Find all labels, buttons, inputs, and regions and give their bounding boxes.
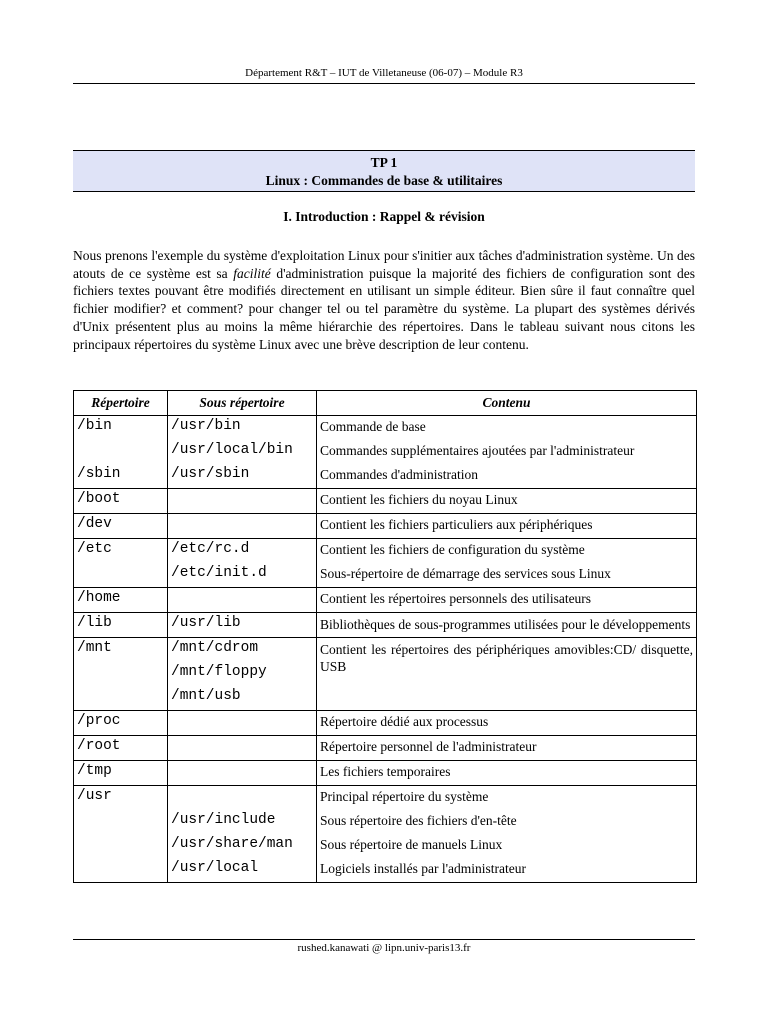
content-text: Contient les fichiers du noyau Linux <box>320 492 518 507</box>
table-row <box>74 514 697 539</box>
directory-cell <box>74 489 168 514</box>
content-cell <box>317 786 697 883</box>
directory-cell <box>74 514 168 539</box>
directory-text <box>77 662 164 686</box>
section-title: I. Introduction : Rappel & révision <box>283 209 485 224</box>
subdirectory-text <box>171 761 313 785</box>
directory-text: /usr <box>77 788 112 804</box>
content-text: Contient les répertoires personnels des utilisateurs <box>320 591 592 606</box>
page-header: Département R&T – IUT de Villetaneuse (06-07) – Module R3 <box>245 67 523 79</box>
subdirectory-text: /usr/include <box>171 812 276 828</box>
table-row <box>74 588 697 613</box>
content-text: Logiciels installés par l'administrateur <box>320 861 527 876</box>
content-cell <box>317 539 697 588</box>
title-box <box>73 150 695 192</box>
directory-cell <box>74 638 168 711</box>
subdirectory-cell <box>168 514 317 539</box>
directories-table <box>73 390 697 883</box>
footer-rule <box>73 939 695 940</box>
subdirectory-cell <box>168 416 317 489</box>
intro-emphasis: facilité <box>233 265 271 281</box>
intro-paragraph <box>73 247 695 353</box>
tp-number: TP 1 <box>370 155 398 170</box>
directory-text: /tmp <box>77 763 112 779</box>
directory-cell <box>74 588 168 613</box>
table-body <box>74 416 697 883</box>
subdirectory-text <box>171 588 313 612</box>
directory-text <box>77 858 164 882</box>
directory-text: /home <box>77 590 121 606</box>
subdirectory-cell <box>168 786 317 883</box>
subdirectory-text: /mnt/usb <box>171 688 241 704</box>
table-row <box>74 539 697 588</box>
content-cell <box>317 514 697 539</box>
directory-cell <box>74 761 168 786</box>
directory-text <box>77 686 164 710</box>
header-directory: Répertoire <box>74 391 168 416</box>
directory-text: /mnt <box>77 640 112 656</box>
subdirectory-text <box>171 786 313 810</box>
content-text: Les fichiers temporaires <box>320 764 451 779</box>
tp-title: Linux : Commandes de base & utilitaires <box>265 173 503 188</box>
table-row <box>74 786 697 883</box>
content-text: Commandes supplémentaires ajoutées par l'administrateur <box>320 443 635 458</box>
content-text: Sous répertoire des fichiers d'en-tête <box>320 813 517 828</box>
table-row <box>74 489 697 514</box>
subdirectory-text <box>171 489 313 513</box>
directory-text: /root <box>77 738 121 754</box>
directory-text: /sbin <box>77 466 121 482</box>
content-text: Répertoire dédié aux processus <box>320 714 489 729</box>
content-cell <box>317 588 697 613</box>
content-cell <box>317 613 697 638</box>
page-footer: rushed.kanawati @ lipn.univ-paris13.fr <box>297 942 471 954</box>
directory-cell <box>74 736 168 761</box>
subdirectory-cell <box>168 736 317 761</box>
content-text: Sous-répertoire de démarrage des services sous Linux <box>320 566 611 581</box>
content-cell <box>317 736 697 761</box>
directory-text <box>77 563 164 587</box>
subdirectory-text <box>171 514 313 538</box>
table-row <box>74 416 697 489</box>
table-header-row <box>74 391 697 416</box>
header-rule <box>73 83 695 84</box>
content-cell <box>317 416 697 489</box>
directory-cell <box>74 416 168 489</box>
directory-text <box>77 834 164 858</box>
subdirectory-text: /etc/rc.d <box>171 541 250 557</box>
directory-cell <box>74 613 168 638</box>
table-row <box>74 613 697 638</box>
subdirectory-text: /mnt/cdrom <box>171 640 259 656</box>
content-text: Commande de base <box>320 419 426 434</box>
subdirectory-cell <box>168 588 317 613</box>
content-text: Bibliothèques de sous-programmes utilisées pour le développements <box>320 617 691 632</box>
subdirectory-text <box>171 736 313 760</box>
directory-text: /bin <box>77 418 112 434</box>
content-text: Sous répertoire de manuels Linux <box>320 837 503 852</box>
directory-text <box>77 440 164 464</box>
content-text: Commandes d'administration <box>320 467 479 482</box>
subdirectory-text: /usr/local/bin <box>171 442 293 458</box>
content-cell <box>317 711 697 736</box>
content-text: Principal répertoire du système <box>320 789 489 804</box>
subdirectory-text: /usr/bin <box>171 418 241 434</box>
subdirectory-text: /etc/init.d <box>171 565 267 581</box>
subdirectory-cell <box>168 489 317 514</box>
directory-cell <box>74 711 168 736</box>
subdirectory-cell <box>168 711 317 736</box>
subdirectory-cell <box>168 761 317 786</box>
subdirectory-text <box>171 711 313 735</box>
directory-text: /proc <box>77 713 121 729</box>
table-row <box>74 711 697 736</box>
header-subdirectory: Sous répertoire <box>168 391 317 416</box>
intro-text-part2: d'administration puisque la majorité des fichiers de configuration sont des fichiers textes pouvant être modifiés directement en utilisant un simple éditeur. Bien sûre il faut connaître quel fichier modifier? et comment? pour changer tel ou tel paramètre du système. La plupart des systèmes dérivés d'Unix présentent plus au moins la même hiérarchie des répertoires. Dans le tableau suivant nous citons les principaux répertoires du système Linux avec une brève description de leur contenu. <box>73 265 695 352</box>
content-cell <box>317 489 697 514</box>
intro-text-part1: Nous prenons l'exemple du système d'exploitation Linux pour s'initier aux tâches d'administration système. Un des atouts de ce système est sa <box>73 248 695 281</box>
subdirectory-text: /mnt/floppy <box>171 664 267 680</box>
directory-text: /boot <box>77 491 121 507</box>
table-row <box>74 638 697 711</box>
header-content: Contenu <box>317 391 697 416</box>
subdirectory-text: /usr/local <box>171 860 259 876</box>
table-row <box>74 736 697 761</box>
directory-text: /lib <box>77 615 112 631</box>
content-text: Contient les répertoires des périphériques amovibles:CD/ disquette, USB <box>320 642 693 674</box>
directory-text: /etc <box>77 541 112 557</box>
directory-cell <box>74 786 168 883</box>
subdirectory-cell <box>168 638 317 711</box>
subdirectory-cell <box>168 539 317 588</box>
content-cell <box>317 638 697 711</box>
content-text: Contient les fichiers de configuration du système <box>320 542 585 557</box>
subdirectory-cell <box>168 613 317 638</box>
subdirectory-text: /usr/sbin <box>171 466 250 482</box>
directory-text <box>77 810 164 834</box>
content-cell <box>317 761 697 786</box>
directory-text: /dev <box>77 516 112 532</box>
table-row <box>74 761 697 786</box>
directory-cell <box>74 539 168 588</box>
subdirectory-text: /usr/share/man <box>171 836 293 852</box>
subdirectory-text: /usr/lib <box>171 615 241 631</box>
content-text: Contient les fichiers particuliers aux périphériques <box>320 517 593 532</box>
content-text: Répertoire personnel de l'administrateur <box>320 739 537 754</box>
